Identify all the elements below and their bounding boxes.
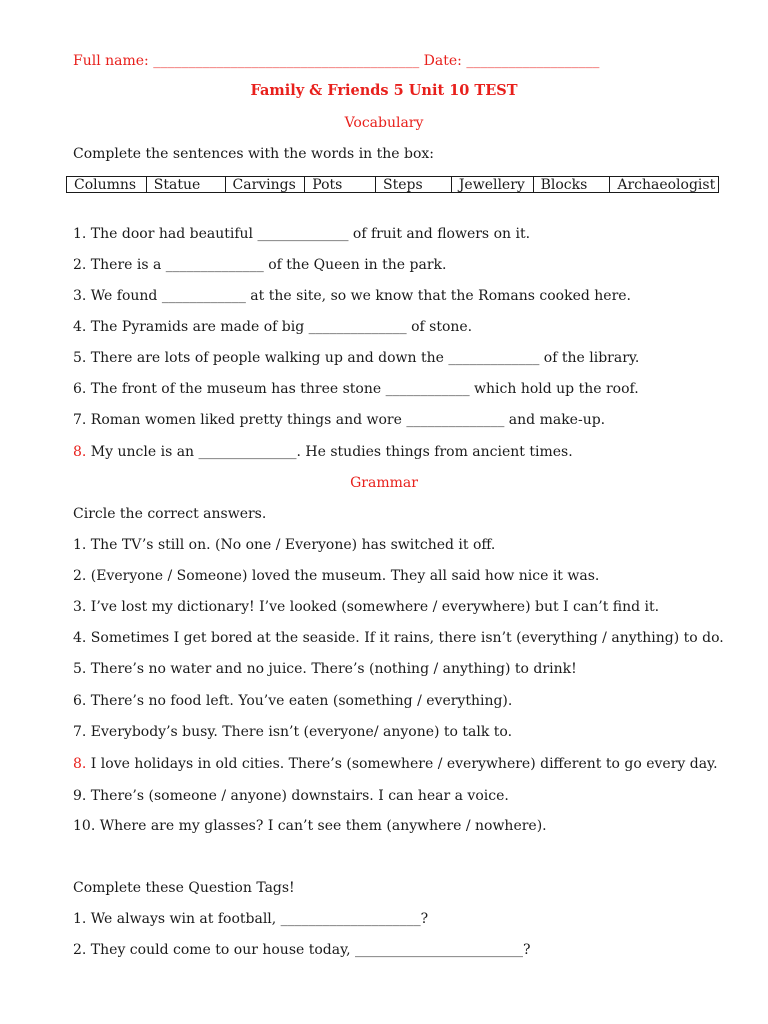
grammar-item-number: 8. bbox=[73, 756, 87, 772]
vocab-sentence-number: 8. bbox=[73, 444, 87, 460]
word-cell: Carvings bbox=[226, 177, 306, 192]
vocab-sentence: 6. The front of the museum has three stone ____________ which hold up the roof. bbox=[73, 381, 639, 397]
grammar-item: 9. There’s (someone / anyone) downstairs. I can hear a voice. bbox=[73, 788, 509, 804]
word-cell: Blocks bbox=[534, 177, 611, 192]
grammar-heading: Grammar bbox=[350, 475, 418, 491]
vocab-sentence: 1. The door had beautiful _____________ of fruit and flowers on it. bbox=[73, 226, 531, 242]
grammar-instruction: Circle the correct answers. bbox=[73, 506, 267, 522]
grammar-item: 5. There’s no water and no juice. There’s (nothing / anything) to drink! bbox=[73, 661, 577, 677]
vocab-sentence: 5. There are lots of people walking up and down the _____________ of the library. bbox=[73, 350, 640, 366]
vocab-sentence: 4. The Pyramids are made of big ______________ of stone. bbox=[73, 319, 473, 335]
vocab-sentence: 3. We found ____________ at the site, so we know that the Romans cooked here. bbox=[73, 288, 632, 304]
grammar-item: 4. Sometimes I get bored at the seaside. If it rains, there isn’t (everything / anything) to do. bbox=[73, 630, 724, 646]
word-cell: Columns bbox=[67, 177, 147, 192]
vocab-sentence: 2. There is a ______________ of the Queen in the park. bbox=[73, 257, 447, 273]
word-cell: Archaeologist bbox=[617, 177, 716, 192]
word-cell: Steps bbox=[376, 177, 452, 192]
grammar-item bbox=[73, 755, 718, 773]
fullname-date-line: Full name: ______________________________________ Date: ___________________ bbox=[73, 53, 600, 69]
grammar-item: 7. Everybody’s busy. There isn’t (everyone/ anyone) to talk to. bbox=[73, 724, 513, 740]
page-title: Family & Friends 5 Unit 10 TEST bbox=[250, 82, 518, 99]
word-cell: Jewellery bbox=[452, 177, 534, 192]
vocab-sentence bbox=[73, 443, 573, 461]
vocabulary-heading: Vocabulary bbox=[344, 115, 424, 131]
vocabulary-instruction: Complete the sentences with the words in the box: bbox=[73, 146, 435, 162]
question-tags-instruction: Complete these Question Tags! bbox=[73, 880, 295, 896]
grammar-item: 6. There’s no food left. You’ve eaten (something / everything). bbox=[73, 693, 513, 709]
grammar-item: 2. (Everyone / Someone) loved the museum. They all said how nice it was. bbox=[73, 568, 600, 584]
grammar-item: 1. The TV’s still on. (No one / Everyone) has switched it off. bbox=[73, 537, 496, 553]
grammar-item: 3. I’ve lost my dictionary! I’ve looked (somewhere / everywhere) but I can’t find it. bbox=[73, 599, 660, 615]
grammar-item-text: I love holidays in old cities. There’s (somewhere / everywhere) different to go every day. bbox=[86, 756, 718, 772]
grammar-item: 10. Where are my glasses? I can’t see them (anywhere / nowhere). bbox=[73, 818, 547, 834]
question-tag-item: 2. They could come to our house today, ________________________? bbox=[73, 942, 531, 958]
word-box bbox=[66, 176, 719, 193]
vocab-sentence-text: My uncle is an ______________. He studies things from ancient times. bbox=[86, 444, 573, 460]
word-cell: Statue bbox=[147, 177, 226, 192]
question-tag-item: 1. We always win at football, ____________________? bbox=[73, 911, 429, 927]
word-cell: Pots bbox=[305, 177, 376, 192]
vocab-sentence: 7. Roman women liked pretty things and wore ______________ and make-up. bbox=[73, 412, 606, 428]
